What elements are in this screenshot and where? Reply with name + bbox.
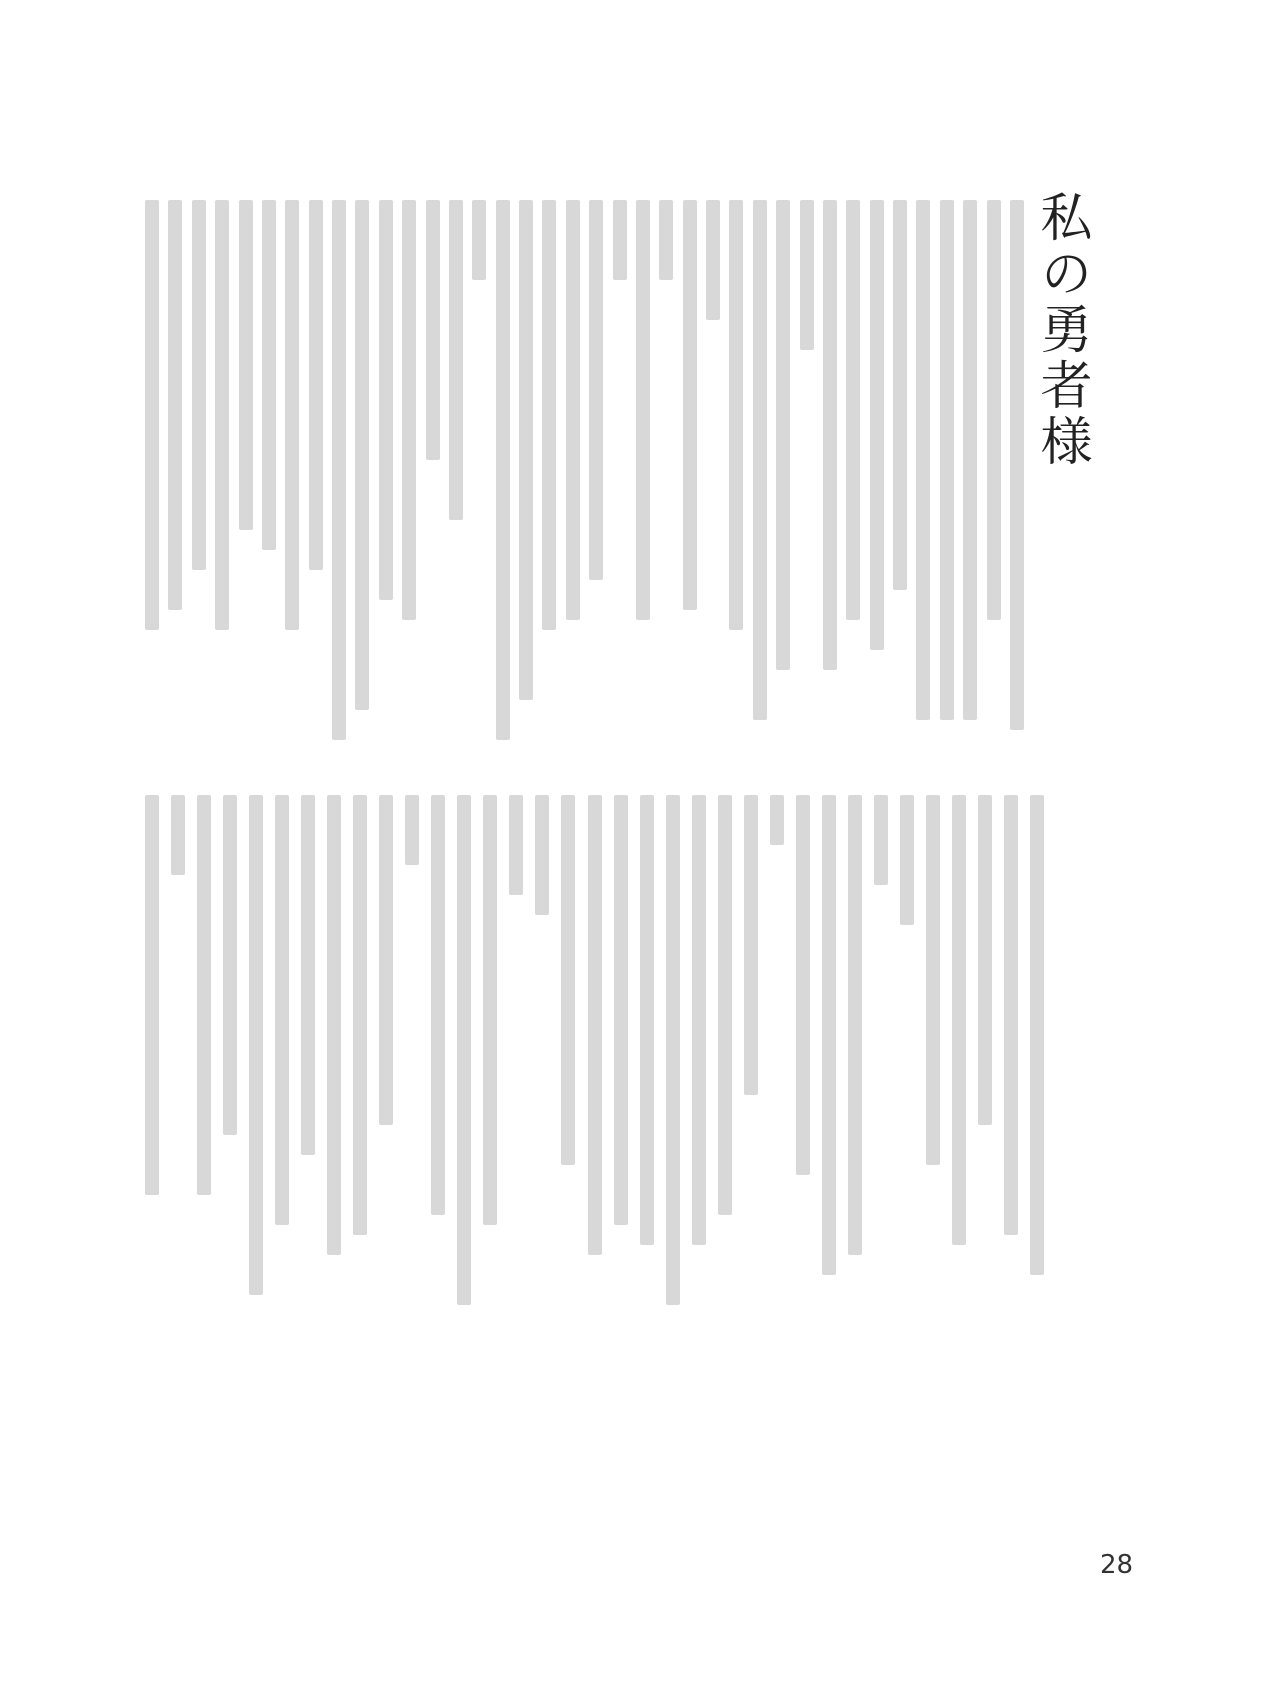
story-title: 私の勇者様 [1031,190,1091,470]
text-column [952,795,966,1245]
text-column [874,795,888,885]
text-column [431,795,445,1215]
text-column [535,795,549,915]
text-column [870,200,884,650]
page-number: 28 [1100,1550,1134,1580]
text-column [197,795,211,1195]
text-column [426,200,440,460]
text-column [275,795,289,1225]
text-column [666,795,680,1305]
text-column [249,795,263,1295]
text-column [332,200,346,740]
text-column [566,200,580,620]
text-column [588,795,602,1255]
text-column [215,200,229,630]
text-column [823,200,837,670]
text-column [770,795,784,845]
text-column [640,795,654,1245]
text-column [457,795,471,1305]
text-column [353,795,367,1235]
text-column [800,200,814,350]
text-column [405,795,419,865]
text-column [472,200,486,280]
text-column [171,795,185,875]
text-column [1030,795,1044,1275]
text-column [542,200,556,630]
text-column [893,200,907,590]
text-column [613,200,627,280]
text-column [327,795,341,1255]
text-column [223,795,237,1135]
text-column [683,200,697,610]
text-column [926,795,940,1165]
text-column [519,200,533,700]
text-column [900,795,914,925]
text-column [379,200,393,600]
text-column [614,795,628,1225]
text-column [692,795,706,1245]
text-column [561,795,575,1165]
text-column [848,795,862,1255]
text-column [192,200,206,570]
text-column [636,200,650,620]
text-column [168,200,182,610]
text-column [846,200,860,620]
text-column [987,200,1001,620]
text-column [309,200,323,570]
text-column [729,200,743,630]
text-column [753,200,767,720]
text-column [963,200,977,720]
text-column [718,795,732,1215]
text-column [706,200,720,320]
text-column [483,795,497,1225]
text-column [659,200,673,280]
text-column [285,200,299,630]
text-column [402,200,416,620]
text-column [978,795,992,1125]
text-column [145,795,159,1195]
text-column [449,200,463,520]
text-column [355,200,369,710]
text-column [262,200,276,550]
text-column [1004,795,1018,1235]
text-column [744,795,758,1095]
text-column [1010,200,1024,730]
text-column [509,795,523,895]
text-column [796,795,810,1175]
text-column [589,200,603,580]
text-column [496,200,510,740]
text-column [940,200,954,720]
text-column [822,795,836,1275]
text-column [916,200,930,720]
text-column [239,200,253,530]
text-column [145,200,159,630]
text-column [301,795,315,1155]
text-column [776,200,790,670]
text-column [379,795,393,1125]
